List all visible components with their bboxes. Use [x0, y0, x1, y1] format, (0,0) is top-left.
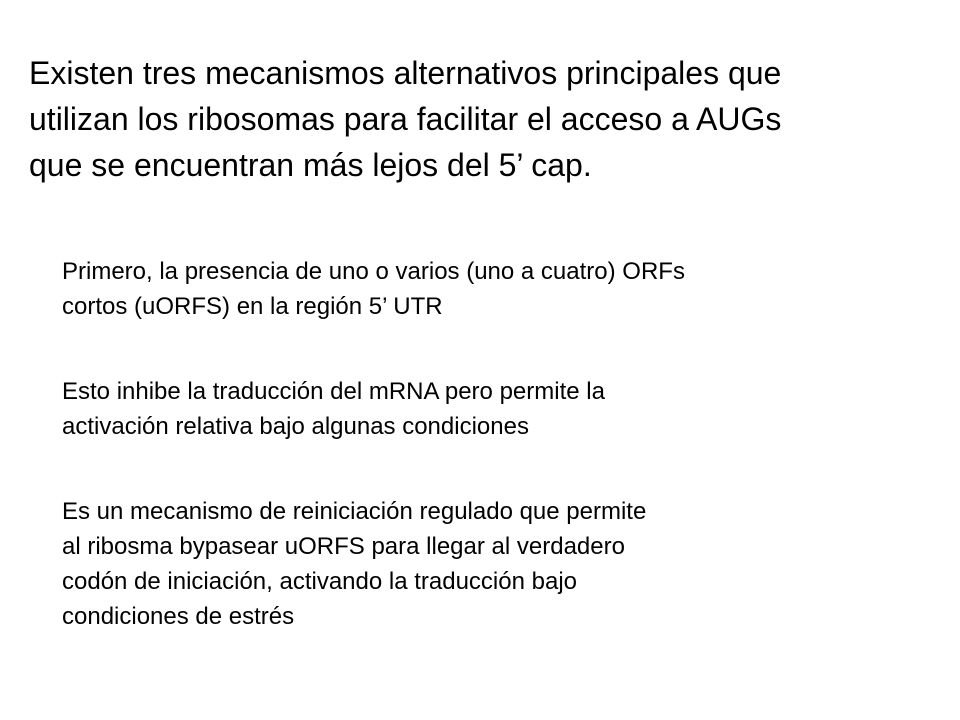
paragraph-uorfs [62, 254, 922, 324]
paragraph-line: Es un mecanismo de reiniciación regulado que permite [62, 498, 647, 525]
paragraph-line: cortos (uORFS) en la región 5’ UTR [62, 293, 443, 320]
paragraph-line: condiciones de estrés [62, 603, 295, 630]
paragraph-line: Primero, la presencia de uno o varios (uno a cuatro) ORFs [62, 258, 685, 285]
paragraph-reinitiation [62, 494, 922, 634]
paragraph-inhibition [62, 374, 922, 444]
paragraph-line: codón de iniciación, activando la traducción bajo [62, 568, 578, 595]
paragraph-line: al ribosma bypasear uORFS para llegar al verdadero [62, 533, 625, 560]
paragraph-line: Esto inhibe la traducción del mRNA pero permite la [62, 378, 605, 405]
paragraph-line: activación relativa bajo algunas condiciones [62, 413, 529, 440]
heading-line: Existen tres mecanismos alternativos principales que [29, 55, 782, 91]
heading-line: que se encuentran más lejos del 5’ cap. [29, 147, 592, 183]
slide-heading [29, 50, 929, 188]
heading-line: utilizan los ribosomas para facilitar el acceso a AUGs [29, 101, 782, 137]
